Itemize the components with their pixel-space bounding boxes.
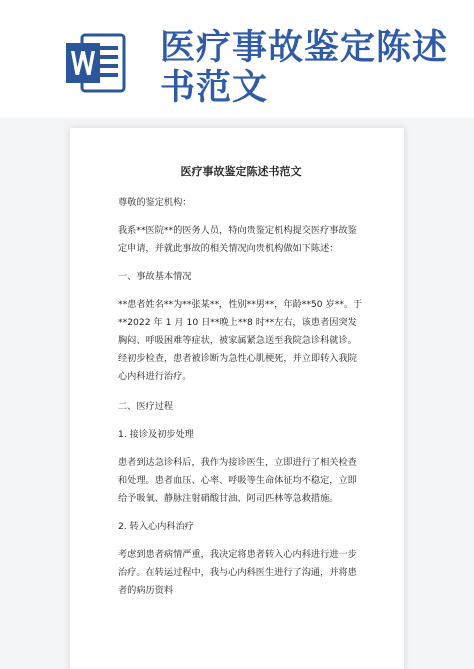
intro-paragraph: 我系**医院**的医务人员，特向贵鉴定机构提交医疗事故鉴定申请，并就此事故的相关情况向贵机构做如下陈述： [118,225,357,254]
section-heading-basic: 一、事故基本情况 [118,271,192,282]
document-page [70,128,404,669]
reception-paragraph: 患者到达急诊科后，我作为接诊医生，立即进行了相关检查和处理。患者血压、心率、呼吸等生命体征均不稳定，立即给予吸氧、静脉注射硝酸甘油、阿司匹林等急救措施。 [118,457,357,504]
header-banner [0,0,474,118]
transfer-paragraph: 考虑到患者病情严重，我决定将患者转入心内科进行进一步治疗。在转运过程中，我与心内科医生进行了沟通，并将患者的病历资料 [118,549,357,596]
section-heading-process: 二、医疗过程 [118,401,174,412]
subheading-transfer: 2. 转入心内科治疗 [118,521,194,532]
basic-info-paragraph: **患者姓名**为**张某**，性别**男**，年龄**50 岁**。于**2022 年 1 月 10 日**晚上**8 时**左右，该患者因突发胸闷、呼吸困难等症状，被家属紧急送至我院急诊科就诊。经初步检查，患者被诊断为急性心肌梗死，并立即转入我院心内科进行治疗。 [118,299,363,382]
subheading-reception: 1. 接诊及初步处理 [118,429,194,440]
document-stage [0,118,474,669]
word-icon [64,33,126,93]
document-body [118,164,364,610]
banner-title: 医疗事故鉴定陈述书范文 [160,28,449,108]
document-title: 医疗事故鉴定陈述书范文 [180,165,302,178]
salutation: 尊敬的鉴定机构： [118,197,192,208]
